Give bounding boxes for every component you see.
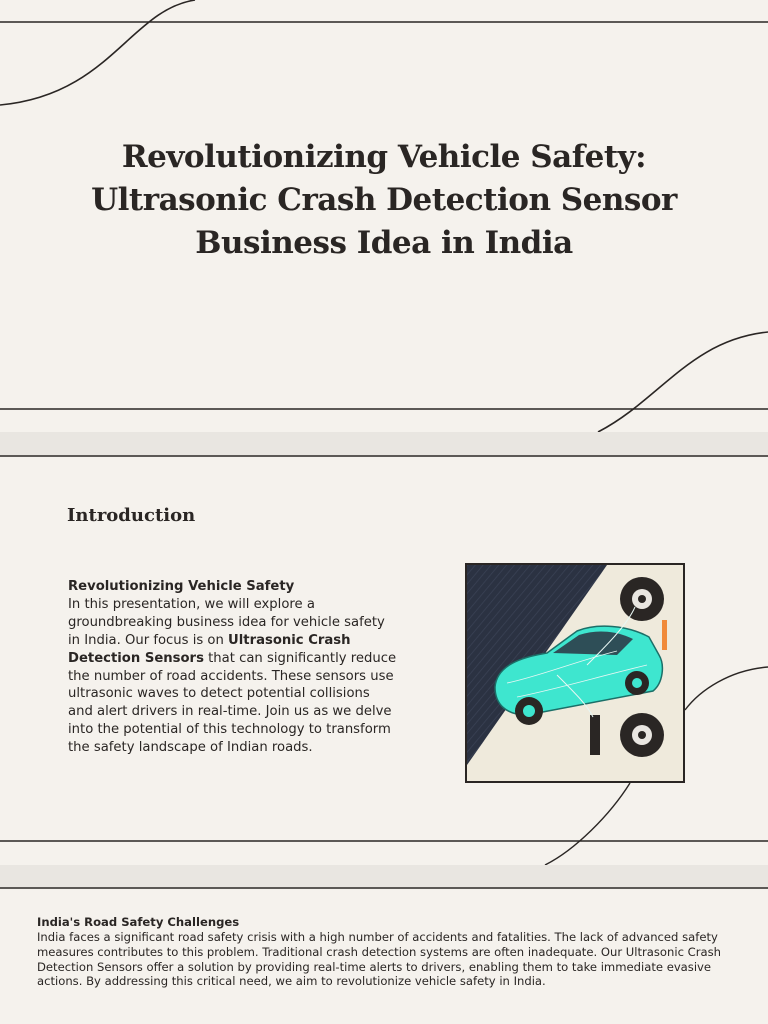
intro-bold-text: Ultrasonic Crash Detection Sensors bbox=[68, 632, 351, 666]
car-sensor-illustration bbox=[465, 563, 685, 783]
intro-text: In this presentation, we will explore a groundbreaking business idea for vehicle safety in India. Our focus is on bbox=[68, 596, 385, 648]
title-line: Business Idea in India bbox=[195, 225, 573, 261]
car-sensor-illustration-icon bbox=[467, 565, 683, 781]
challenges-slide bbox=[0, 887, 768, 1024]
intro-text-continued: that can significantly reduce the number of road accidents. These sensors use ultrasonic waves to detect potential collisions and alert drivers in real-time. Join us as we delve into the potential of this technology to transform the safety landscape of Indian roads. bbox=[68, 650, 397, 756]
title-line: Revolutionizing Vehicle Safety: bbox=[121, 139, 647, 175]
intro-subheading: Revolutionizing Vehicle Safety bbox=[68, 579, 295, 594]
section-heading: Introduction bbox=[67, 505, 196, 526]
intro-body bbox=[68, 578, 398, 757]
challenges-heading: India's Road Safety Challenges bbox=[37, 915, 240, 929]
presentation-title bbox=[84, 136, 684, 265]
title-slide bbox=[0, 0, 768, 432]
challenges-body: India faces a significant road safety crisis with a high number of accidents and fatalities. The lack of advanced safety measures contributes to this problem. Traditional crash detection systems are often inadequate. Our Ultrasonic Crash Detection Sensors offer a solution by providing real-time alerts to drivers, enabling them to take immediate evasive actions. By addressing this critical need, we aim to revolutionize vehicle safety in India. bbox=[37, 930, 722, 989]
introduction-slide bbox=[0, 455, 768, 865]
title-line: Ultrasonic Crash Detection Sensor bbox=[91, 182, 677, 218]
